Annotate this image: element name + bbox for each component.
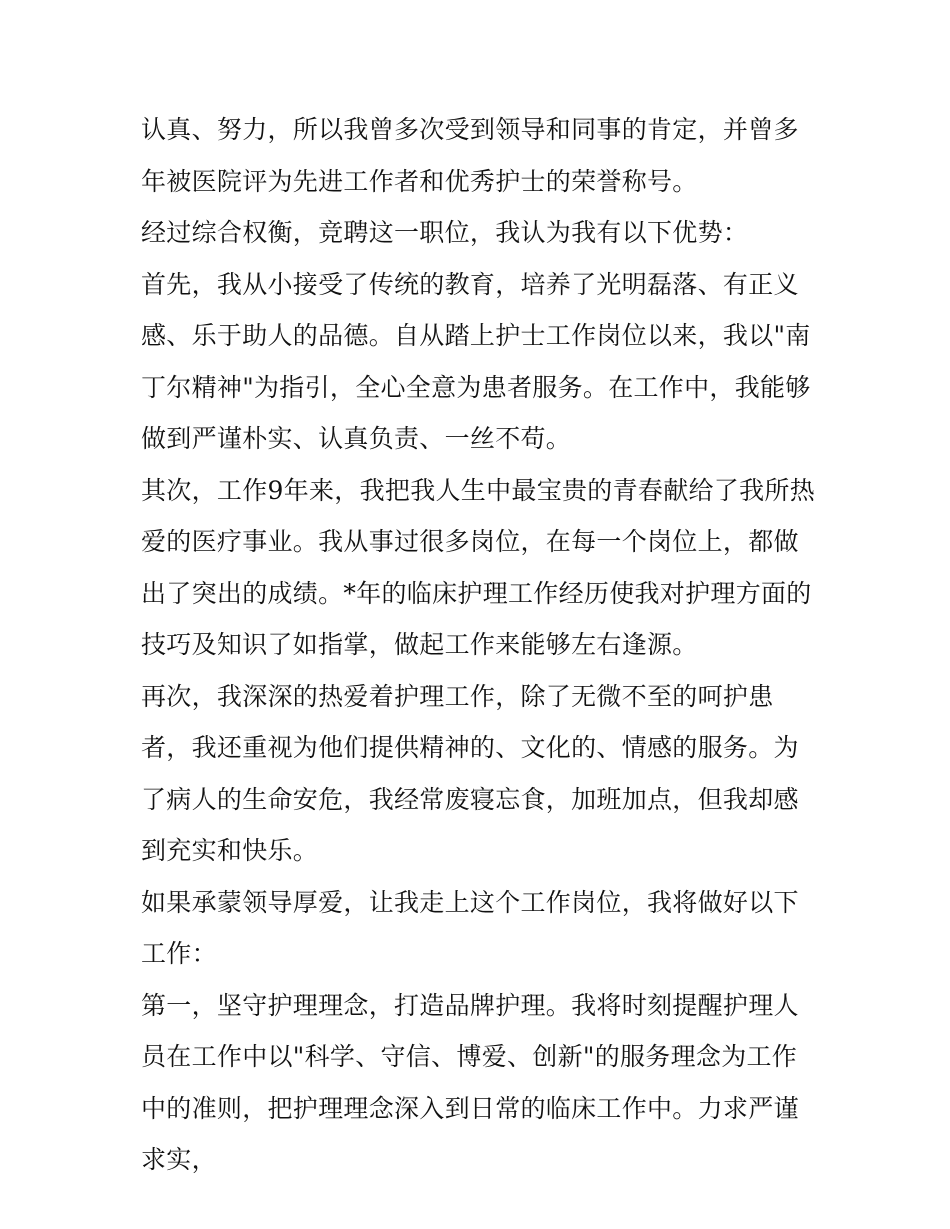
paragraph-4: 其次，工作9年来，我把我人生中最宝贵的青春献给了我所热爱的医疗事业。我从事过很多岗位，在每一个岗位上，都做出了突出的成绩。*年的临床护理工作经历使我对护理方面的技巧及知识了如指掌，做起工作来能够左右逢源。 bbox=[141, 475, 816, 659]
paragraph-1: 认真、努力，所以我曾多次受到领导和同事的肯定，并曾多年被医院评为先进工作者和优秀护士的荣誉称号。 bbox=[141, 115, 799, 196]
document-body bbox=[141, 104, 817, 1186]
paragraph-2: 经过综合权衡，竞聘这一职位，我认为我有以下优势： bbox=[141, 218, 749, 247]
paragraph-7: 第一，坚守护理理念，打造品牌护理。我将时刻提醒护理人员在工作中以"科学、守信、博爱、创新"的服务理念为工作中的准则，把护理理念深入到日常的临床工作中。力求严谨求实， bbox=[141, 990, 799, 1174]
paragraph-6: 如果承蒙领导厚爱，让我走上这个工作岗位，我将做好以下工作： bbox=[141, 887, 799, 968]
paragraph-5: 再次，我深深的热爱着护理工作，除了无微不至的呵护患者，我还重视为他们提供精神的、文化的、情感的服务。为了病人的生命安危，我经常废寝忘食，加班加点，但我却感到充实和快乐。 bbox=[141, 681, 799, 865]
paragraph-3: 首先，我从小接受了传统的教育，培养了光明磊落、有正义感、乐于助人的品德。自从踏上护士工作岗位以来，我以"南丁尔精神"为指引，全心全意为患者服务。在工作中，我能够做到严谨朴实、认真负责、一丝不苟。 bbox=[141, 269, 811, 453]
